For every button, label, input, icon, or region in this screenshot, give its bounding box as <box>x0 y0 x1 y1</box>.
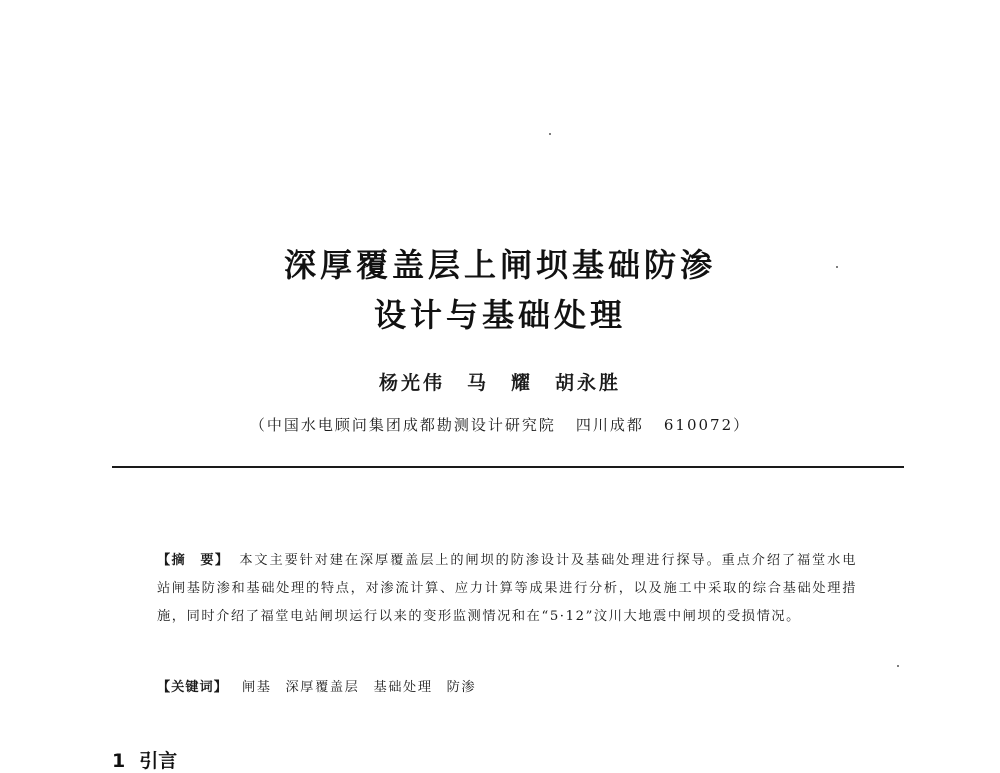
author-list <box>0 368 1000 395</box>
keywords-label: 【关键词】 <box>157 680 228 695</box>
section-heading <box>112 746 177 773</box>
title-line-1: 深厚覆盖层上闸坝基础防渗 <box>283 246 716 284</box>
header-divider <box>112 466 904 468</box>
author-name: 马 耀 <box>466 372 533 394</box>
affiliation <box>0 414 1000 435</box>
affiliation-institution: （中国水电顾问集团成都勘测设计研究院 <box>249 416 556 434</box>
abstract-label: 【摘 要】 <box>157 553 230 568</box>
abstract <box>157 547 857 631</box>
author-name: 杨光伟 <box>378 372 445 394</box>
affiliation-location: 四川成都 <box>575 416 644 434</box>
author-name: 胡永胜 <box>555 372 622 394</box>
keyword: 闸基 <box>241 680 272 695</box>
scan-speck <box>549 133 551 135</box>
keywords <box>157 676 857 695</box>
section-title: 引言 <box>139 750 178 772</box>
title-line-2: 设计与基础处理 <box>373 296 626 334</box>
scan-speck <box>897 665 899 667</box>
paper-title <box>0 240 1000 340</box>
affiliation-postcode: 610072） <box>663 416 751 434</box>
keyword: 基础处理 <box>373 680 433 695</box>
abstract-text: 本文主要针对建在深厚覆盖层上的闸坝的防渗设计及基础处理进行探导。重点介绍了福堂水电站闸基防渗和基础处理的特点，对渗流计算、应力计算等成果进行分析，以及施工中采取的综合基础处理措施，同时介绍了福堂电站闸坝运行以来的变形监测情况和在“5·12”汶川大地震中闸坝的受损情况。 <box>157 553 857 624</box>
keyword: 防渗 <box>446 680 477 695</box>
keyword: 深厚覆盖层 <box>285 680 360 695</box>
section-number: 1 <box>112 750 126 772</box>
